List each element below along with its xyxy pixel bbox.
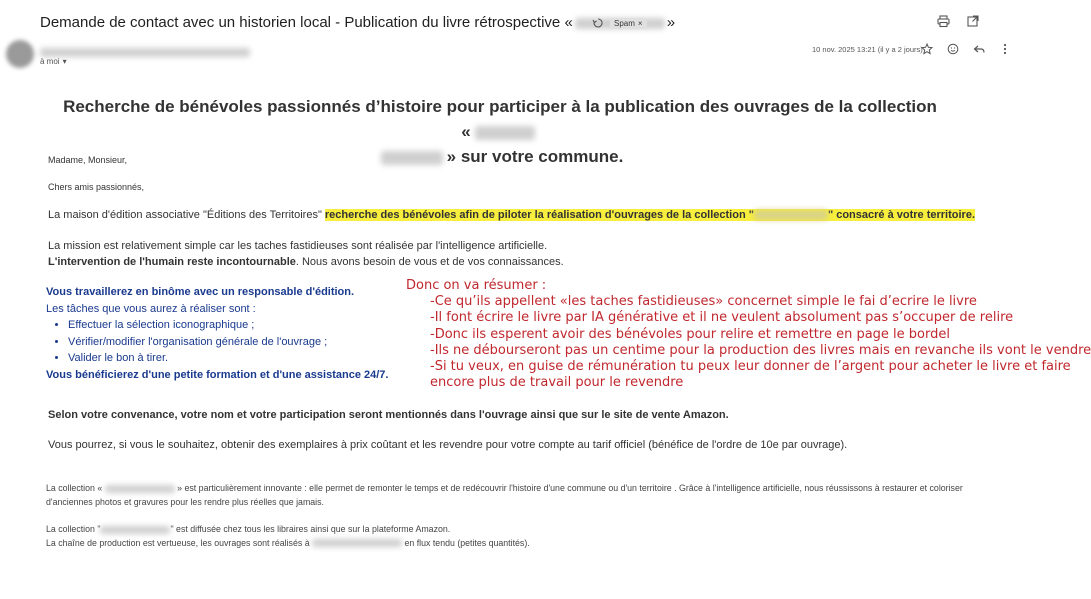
- annotation-line: -Ce qu’ils appellent «les taches fastidieuses» concernet simple le fai d’ecrire le livre: [430, 294, 977, 310]
- distribution-text-b: " est diffusée chez tous les libraires ainsi que sur la plateforme Amazon.: [170, 524, 451, 534]
- subject-tags: [592, 17, 647, 29]
- mission-bold: L'intervention de l'humain reste incontournable: [48, 256, 296, 268]
- intro-paragraph: [48, 209, 975, 221]
- annotation-line: encore plus de travail pour le revendre: [430, 375, 684, 391]
- annotation-line: -Il font écrire le livre par IA générative et il ne veulent absolument pas s’occuper de relire: [430, 310, 1014, 326]
- list-item: • Effectuer la sélection iconographique ;: [68, 317, 388, 334]
- snooze-icon[interactable]: [592, 17, 604, 29]
- redacted-collection-3: [754, 210, 828, 220]
- highlight-part-2: " consacré à votre territoire.: [827, 209, 976, 221]
- email-date: 10 nov. 2025 13:21 (il y a 2 jours): [812, 45, 923, 54]
- top-actions: [936, 14, 980, 28]
- redacted-collection-5: [100, 526, 170, 534]
- collection-text-c: d'anciennes photos et gravures pour les rendre plus réelles que jamais.: [46, 496, 324, 507]
- tasks-block: [46, 284, 388, 383]
- binome-text: Vous travaillerez en binôme avec un responsable d'édition.: [46, 286, 355, 298]
- heading-text-1: Recherche de bénévoles passionnés d’histoire pour participer à la publication des ouvrages de la collection «: [63, 97, 937, 141]
- annotation-line: -Donc ils esperent avoir des bénévoles pour relire et remettre en page le bordel: [430, 326, 950, 342]
- collection-text-b: » est particulièrement innovante : elle permet de remonter le temps et de redécouvrir l'histoire d'une commune ou d'un territoire . Grâce à l'intelligence artificielle, nous réussissons à restaurer et coloriser: [177, 483, 963, 493]
- highlight-part-1: recherche des bénévoles afin de piloter la réalisation d'ouvrages de la collection ": [324, 209, 754, 221]
- star-icon[interactable]: [920, 42, 934, 56]
- redacted-location: [312, 539, 402, 547]
- greeting-2: Chers amis passionnés,: [48, 182, 145, 192]
- collection-text-a: La collection «: [46, 483, 103, 493]
- highlighted-text: [325, 209, 975, 221]
- mission-line-1: La mission est relativement simple car les taches fastidieuses sont réalisée par l'intelligence artificielle.: [48, 240, 548, 252]
- mission-rest: . Nous avons besoin de vous et de vos connaissances.: [295, 256, 564, 268]
- subject-close-quote: »: [666, 14, 676, 31]
- spam-label-text: Spam: [614, 18, 635, 28]
- annotation-line: -Si tu veux, en guise de rémunération tu peux leur donner de l’argent pour acheter le livre et faire: [430, 359, 1071, 375]
- exemplaires-text: Vous pourrez, si vous le souhaitez, obtenir des exemplaires à prix coûtant et les revendre pour votre compte au tarif officiel (bénéfice de l'ordre de 10e par ouvrage).: [48, 439, 848, 451]
- tasks-heading: Les tâches que vous aurez à réaliser sont :: [46, 302, 256, 315]
- reply-icon[interactable]: [972, 42, 986, 56]
- spam-remove-icon[interactable]: ×: [637, 18, 643, 28]
- spam-label[interactable]: [610, 18, 647, 29]
- intro-text: La maison d'édition associative "Éditions des Territoires": [48, 209, 325, 221]
- mission-line-2: [48, 256, 564, 268]
- greeting-1: Madame, Monsieur,: [48, 155, 128, 165]
- email-subject: [40, 14, 675, 31]
- more-vert-icon[interactable]: [998, 42, 1012, 56]
- list-item: • Vérifier/modifier l'organisation générale de l'ouvrage ;: [68, 334, 388, 351]
- redacted-collection-2: [381, 151, 443, 165]
- annotation-line: -Ils ne débourseront pas un centime pour la production des livres mais en revanche ils vont le vendre: [430, 342, 1091, 358]
- collection-paragraph: [46, 482, 963, 509]
- list-item: • Valider le bon à tirer.: [68, 350, 388, 367]
- convenance-text: Selon votre convenance, votre nom et votre participation seront mentionnés dans l'ouvrage ainsi que sur le site de vente Amazon.: [48, 409, 729, 421]
- redacted-collection-4: [105, 485, 175, 493]
- tasks-list: [46, 317, 388, 367]
- subject-text: Demande de contact avec un historien local - Publication du livre rétrospective «: [40, 14, 573, 31]
- emoji-icon[interactable]: [946, 42, 960, 56]
- sender-line[interactable]: [40, 44, 250, 62]
- recipient-caret-icon[interactable]: ▾: [62, 57, 67, 66]
- subject-row: [40, 14, 990, 36]
- avatar[interactable]: [6, 40, 34, 68]
- heading-text-2: » sur votre commune.: [446, 147, 624, 166]
- message-actions: [920, 42, 1012, 56]
- recipient-text: à moi: [40, 57, 60, 66]
- chain-text-a: La chaîne de production est vertueuse, les ouvrages sont réalisés à: [46, 537, 310, 548]
- annotation-heading: Donc on va résumer :: [406, 278, 547, 293]
- formation-text: Vous bénéficierez d'une petite formation et d'une assistance 24/7.: [46, 368, 389, 381]
- email-heading: [60, 94, 940, 169]
- open-in-new-icon[interactable]: [966, 14, 980, 28]
- distribution-text-a: La collection ": [46, 524, 101, 534]
- chain-text-b: en flux tendu (petites quantités).: [404, 537, 530, 548]
- distribution-paragraph: [46, 523, 530, 550]
- redacted-sender: [40, 48, 250, 57]
- print-icon[interactable]: [936, 14, 950, 28]
- redacted-collection: [475, 126, 535, 140]
- recipient-line[interactable]: [40, 57, 67, 66]
- red-annotation: [406, 278, 1091, 391]
